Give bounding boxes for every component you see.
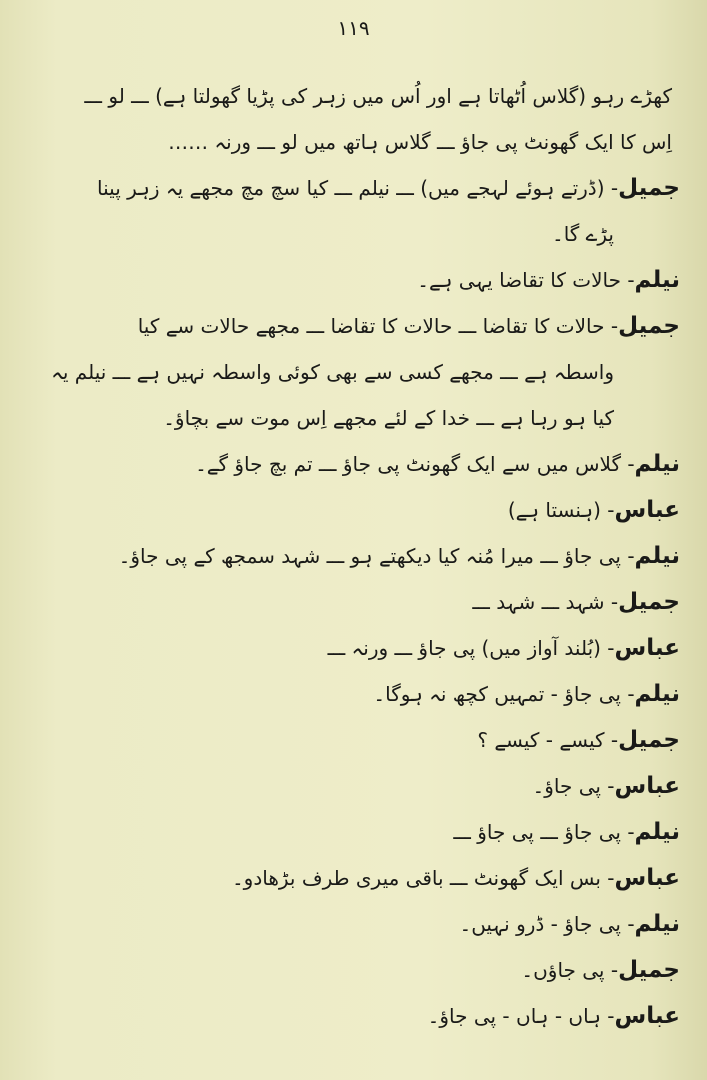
- text-line: [459, 910, 680, 938]
- text-line: [417, 266, 680, 294]
- speaker-name: عباس: [614, 497, 680, 523]
- text-line: [453, 818, 680, 846]
- line-text: - پی جاؤں۔: [521, 958, 619, 982]
- line-text: - حالات کا تقاضا ـــ حالات کا تقاضا ـــ مجھے حالات سے کیا: [137, 314, 619, 338]
- text-line: [119, 542, 680, 570]
- text-line: [552, 220, 614, 248]
- speaker-name: جمیل: [618, 175, 680, 201]
- line-text: واسطہ ہے ـــ مجھے کسی سے بھی کوئی واسطہ نہیں ہے ـــ نیلم یہ: [51, 360, 614, 384]
- text-line: [508, 496, 680, 524]
- line-text: - حالات کا تقاضا یہی ہے۔: [417, 268, 635, 292]
- page-number: ١١٩: [337, 16, 370, 40]
- speaker-name: عباس: [614, 865, 680, 891]
- line-text: - بس ایک گھونٹ ـــ باقی میری طرف بڑھادو۔: [231, 866, 615, 890]
- line-text: کیا ہو رہا ہے ـــ خدا کے لئے مجھے اِس موت سے بچاؤ۔: [163, 406, 614, 430]
- text-line: [328, 634, 680, 662]
- line-text: - پی جاؤ ـــ میرا مُنہ کیا دیکھتے ہو ـــ شہد سمجھ کے پی جاؤ۔: [118, 544, 635, 568]
- line-text: - ہاں - ہاں - پی جاؤ۔: [427, 1004, 615, 1028]
- text-line: [521, 956, 680, 984]
- line-text: - پی جاؤ ـــ پی جاؤ ـــ: [453, 820, 635, 844]
- text-line: [232, 864, 680, 892]
- text-line: [195, 450, 680, 478]
- text-line: [51, 358, 614, 386]
- line-text: - (ڈرتے ہوئے لہجے میں) ـــ نیلم ـــ کیا سچ مچ مجھے یہ زہر پینا: [97, 176, 619, 200]
- speaker-name: عباس: [614, 1003, 680, 1029]
- text-line: [472, 588, 680, 616]
- speaker-name: عباس: [614, 773, 680, 799]
- text-line: [168, 128, 672, 156]
- line-text: - پی جاؤ - ڈرو نہیں۔: [459, 912, 635, 936]
- text-line: [533, 772, 681, 800]
- speaker-name: جمیل: [618, 313, 680, 339]
- line-text: - کیسے - کیسے ؟: [477, 728, 619, 752]
- line-text: پڑے گا۔: [551, 222, 614, 246]
- text-line: [97, 174, 680, 202]
- line-text: - (ہنستا ہے): [507, 498, 615, 522]
- speaker-name: نیلم: [634, 911, 680, 937]
- line-text: - پی جاؤ۔: [532, 774, 615, 798]
- speaker-name: جمیل: [618, 957, 680, 983]
- line-text: - شہد ـــ شہد ـــ: [472, 590, 619, 614]
- speaker-name: نیلم: [634, 681, 680, 707]
- text-line: [373, 680, 680, 708]
- line-text: - (بُلند آواز میں) پی جاؤ ـــ ورنہ ـــ: [327, 636, 615, 660]
- speaker-name: نیلم: [634, 451, 680, 477]
- line-text: اِس کا ایک گھونٹ پی جاؤ ـــ گلاس ہاتھ میں لو ـــ ورنہ ……: [168, 130, 672, 154]
- text-line: [477, 726, 680, 754]
- line-text: کھڑے رہو (گلاس اُٹھاتا ہے اور اُس میں زہر کی پڑیا گھولتا ہے) ـــ لو ـــ: [84, 84, 672, 108]
- speaker-name: نیلم: [634, 543, 680, 569]
- speaker-name: عباس: [614, 635, 680, 661]
- speaker-name: جمیل: [618, 727, 680, 753]
- speaker-name: جمیل: [618, 589, 680, 615]
- speaker-name: نیلم: [634, 267, 680, 293]
- speaker-name: نیلم: [634, 819, 680, 845]
- line-text: - گلاس میں سے ایک گھونٹ پی جاؤ ـــ تم بچ جاؤ گے۔: [195, 452, 635, 476]
- line-text: - پی جاؤ - تمہیں کچھ نہ ہوگا۔: [373, 682, 635, 706]
- text-line: [163, 404, 614, 432]
- text-line: [428, 1002, 680, 1030]
- text-line: [84, 82, 672, 110]
- text-line: [138, 312, 680, 340]
